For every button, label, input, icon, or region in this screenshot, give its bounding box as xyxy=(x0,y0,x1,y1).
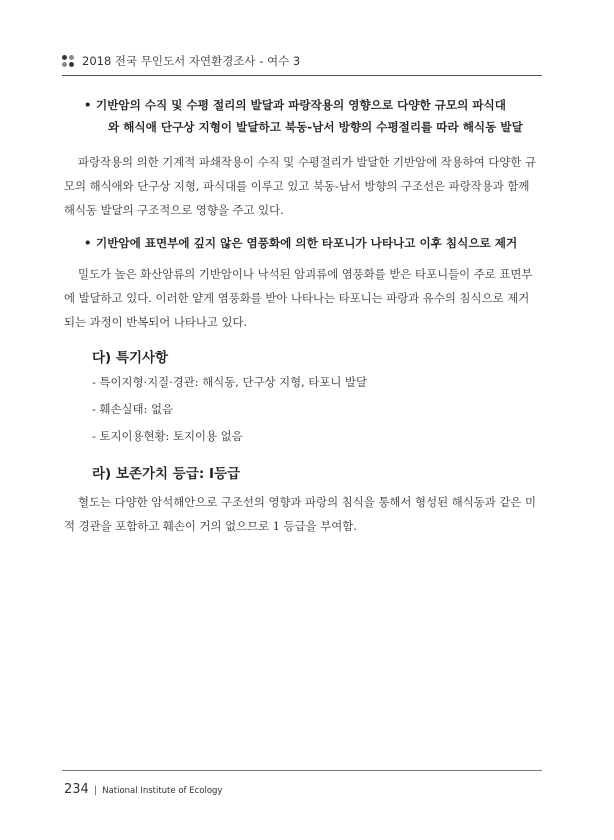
dot xyxy=(62,55,67,60)
bullet-icon: • xyxy=(84,98,92,112)
header-divider xyxy=(62,75,542,76)
institute-name: National Institute of Ecology xyxy=(102,786,223,796)
section-heading-conservation-grade: 라) 보존가치 등급: Ⅰ등급 xyxy=(92,466,241,482)
header-title: 2018 전국 무인도서 자연환경조사 - 여수 3 xyxy=(82,54,301,68)
bullet-2-line: 기반암에 표면부에 깊지 않은 염풍화에 의한 타포니가 나타나고 이후 침식으로 제거 xyxy=(96,236,518,250)
bullet-1-line-1: 기반암의 수직 및 수평 절리의 발달과 파랑작용의 영향으로 다양한 규모의 파식대 xyxy=(96,98,506,112)
footer-separator: | xyxy=(93,785,98,796)
page-number: 234 xyxy=(64,782,89,797)
list-item-landform: - 특이지형·지질·경관: 해식동, 단구상 지형, 타포니 발달 xyxy=(92,375,367,389)
dot xyxy=(69,55,74,60)
running-header xyxy=(62,48,542,74)
bullet-point-2 xyxy=(84,232,546,254)
footer-divider xyxy=(62,770,542,771)
list-item-damage: - 훼손실태: 없음 xyxy=(92,402,173,416)
list-item-land-use: - 토지이용현황: 토지이용 없음 xyxy=(92,429,243,443)
header-dots-icon xyxy=(62,55,74,67)
bullet-icon: • xyxy=(84,236,92,250)
paragraph-2: 밀도가 높은 화산암류의 기반암이나 낙석된 암괴류에 염풍화를 받은 타포니들이 주로 표면부에 발달하고 있다. 이러한 얕게 염풍화를 받아 나타나는 타포니는 파랑과 유수의 침식으로 제거되는 과정이 반복되어 나타나고 있다. xyxy=(64,267,533,329)
paragraph-conservation: 혈도는 다양한 암석해안으로 구조선의 영향과 파랑의 침식을 통해서 형성된 해식동과 같은 미적 경관을 포함하고 훼손이 거의 없으므로 1 등급을 부여함. xyxy=(64,495,536,533)
dot xyxy=(69,62,74,67)
page-footer xyxy=(64,782,222,797)
dot xyxy=(62,62,67,67)
paragraph-1: 파랑작용의 의한 기계적 파쇄작용이 수직 및 수평절리가 발달한 기반암에 작용하여 다양한 규모의 해식애와 단구상 지형, 파식대를 이루고 있고 북동-남서 방향의 구조선은 파랑작용과 함께 해식동 발달의 구조적으로 영향을 주고 있다. xyxy=(64,155,536,217)
bullet-point-1 xyxy=(84,94,546,138)
section-heading-special-notes: 다) 특기사항 xyxy=(92,350,169,366)
bullet-1-line-2: 와 해식애 단구상 지형이 발달하고 북동-남서 방향의 수평절리를 따라 해식동 발달 xyxy=(108,120,523,134)
